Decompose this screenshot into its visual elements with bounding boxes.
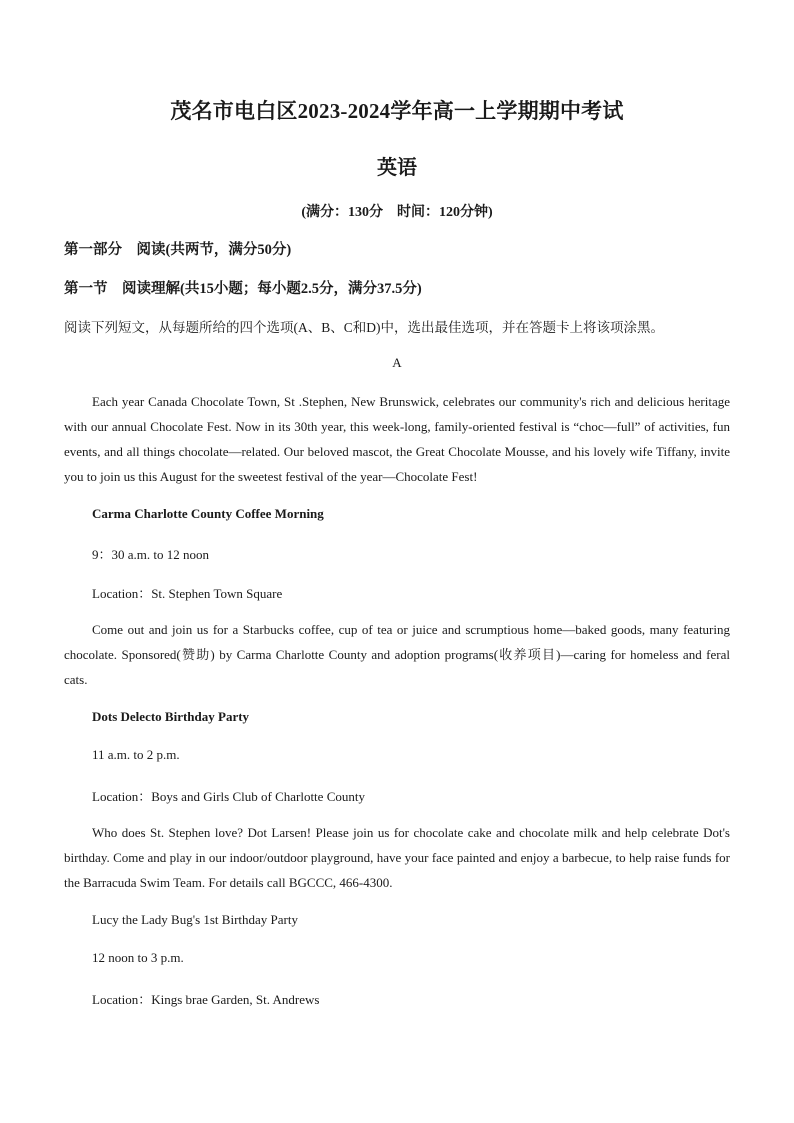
- exam-score-time: (满分：130分 时间：120分钟): [301, 205, 493, 220]
- event-title: Dots Delecto Birthday Party: [92, 709, 250, 724]
- event-location: Location：Boys and Girls Club of Charlotte County: [92, 789, 365, 804]
- event-location: Location：St. Stephen Town Square: [92, 586, 283, 601]
- event-description: Come out and join us for a Starbucks coffee, cup of tea or juice and scrumptious home—baked goods, many featuring chocolate. Sponsored(赞助) by Carma Charlotte County and adoption programs(收养项目)—caring for homeless and feral cats.: [64, 622, 730, 687]
- event-location: Location：Kings brae Garden, St. Andrews: [92, 992, 320, 1007]
- event-title: Lucy the Lady Bug's 1st Birthday Party: [92, 912, 298, 927]
- section-heading: 第一节 阅读理解(共15小题；每小题2.5分，满分37.5分): [64, 281, 422, 297]
- event-description: Who does St. Stephen love? Dot Larsen! Please join us for chocolate cake and chocolate milk and help celebrate Dot's birthday. Come and play in our indoor/outdoor playground, have your face painted and enjoy a barbecue, to help raise funds for the Barracuda Swim Team. For details call BGCCC, 466-4300.: [64, 825, 730, 890]
- event-time: 9：30 a.m. to 12 noon: [92, 547, 209, 562]
- exam-title: 茂名市电白区2023-2024学年高一上学期期中考试: [170, 99, 624, 123]
- passage-letter: A: [392, 355, 402, 370]
- passage-intro: Each year Canada Chocolate Town, St .Stephen, New Brunswick, celebrates our community's rich and delicious heritage with our annual Chocolate Fest. Now in its 30th year, this week-long, family-oriented festival is “choc—full” of activities, fun events, and all things chocolate—related. Our beloved mascot, the Great Chocolate Mousse, and his lovely wife Tiffany, invite you to join us this August for the sweetest festival of the year—Chocolate Fest!: [64, 394, 730, 484]
- event-title: Carma Charlotte County Coffee Morning: [92, 506, 324, 521]
- instructions: 阅读下列短文，从每题所给的四个选项(A、B、C和D)中，选出最佳选项，并在答题卡上将该项涂黑。: [64, 320, 664, 335]
- event-time: 11 a.m. to 2 p.m.: [92, 747, 180, 762]
- event-time: 12 noon to 3 p.m.: [92, 950, 184, 965]
- exam-subject: 英语: [377, 157, 417, 179]
- part-heading: 第一部分 阅读(共两节，满分50分): [64, 242, 292, 258]
